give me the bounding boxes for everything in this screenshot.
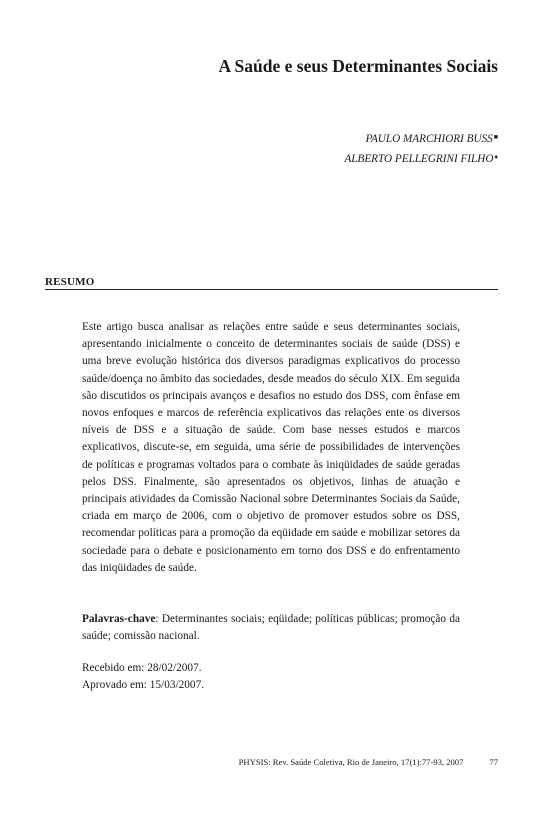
author-list (344, 128, 498, 168)
article-title: A Saúde e seus Determinantes Sociais (218, 56, 498, 76)
page-number: 77 (489, 757, 498, 767)
author-name (344, 148, 498, 168)
page-footer (0, 757, 498, 767)
author-name-text: PAULO MARCHIORI BUSS (365, 133, 493, 145)
section-heading-resumo: RESUMO (45, 276, 95, 288)
author-footnote-mark: ■ (493, 133, 498, 141)
received-date: Recebido em: 28/02/2007. (82, 662, 202, 674)
keywords-text: : Determinantes sociais; eqüidade; políticas públicas; promoção da saúde; comissão nacional. (82, 613, 460, 643)
keywords-paragraph (82, 611, 460, 645)
author-name-text: ALBERTO PELLEGRINI FILHO (344, 153, 494, 165)
author-name (344, 128, 498, 148)
abstract-text: Este artigo busca analisar as relações entre saúde e seus determinantes sociais, apresentando inicialmente o conceito de determinantes sociais de saúde (DSS) e uma breve evolução histórica dos diversos paradigmas explicativos do processo saúde/doença no âmbito das sociedades, desde meados do século XIX. Em seguida são discutidos os principais avanços e desafios no estudo dos DSS, com ênfase em novos enfoques e marcos de referência explicativos das relações ente os diversos níveis de DSS e a situação de saúde. Com base nesses estudos e marcos explicativos, discute-se, em seguida, uma série de possibilidades de intervenções de políticas e programas voltados para o combate às iniqüidades de saúde geradas pelos DSS. Finalmente, são apresentados os objetivos, linhas de atuação e principais atividades da Comissão Nacional sobre Determinantes Sociais da Saúde, criada em março de 2006, com o objetivo de promover estudos sobre os DSS, recomendar políticas para a promoção da eqüidade em saúde e mobilizar setores da sociedade para o debate e posicionamento em torno dos DSS e do enfrentamento das iniqüidades de saúde. (82, 321, 460, 574)
section-divider (45, 289, 498, 290)
journal-citation: PHYSIS: Rev. Saúde Coletiva, Rio de Janeiro, 17(1):77-93, 2007 (238, 757, 464, 767)
submission-dates (82, 660, 204, 694)
approved-date: Aprovado em: 15/03/2007. (82, 679, 205, 692)
author-footnote-mark: ♦ (494, 153, 498, 161)
keywords-label: Palavras-chave (82, 613, 156, 625)
